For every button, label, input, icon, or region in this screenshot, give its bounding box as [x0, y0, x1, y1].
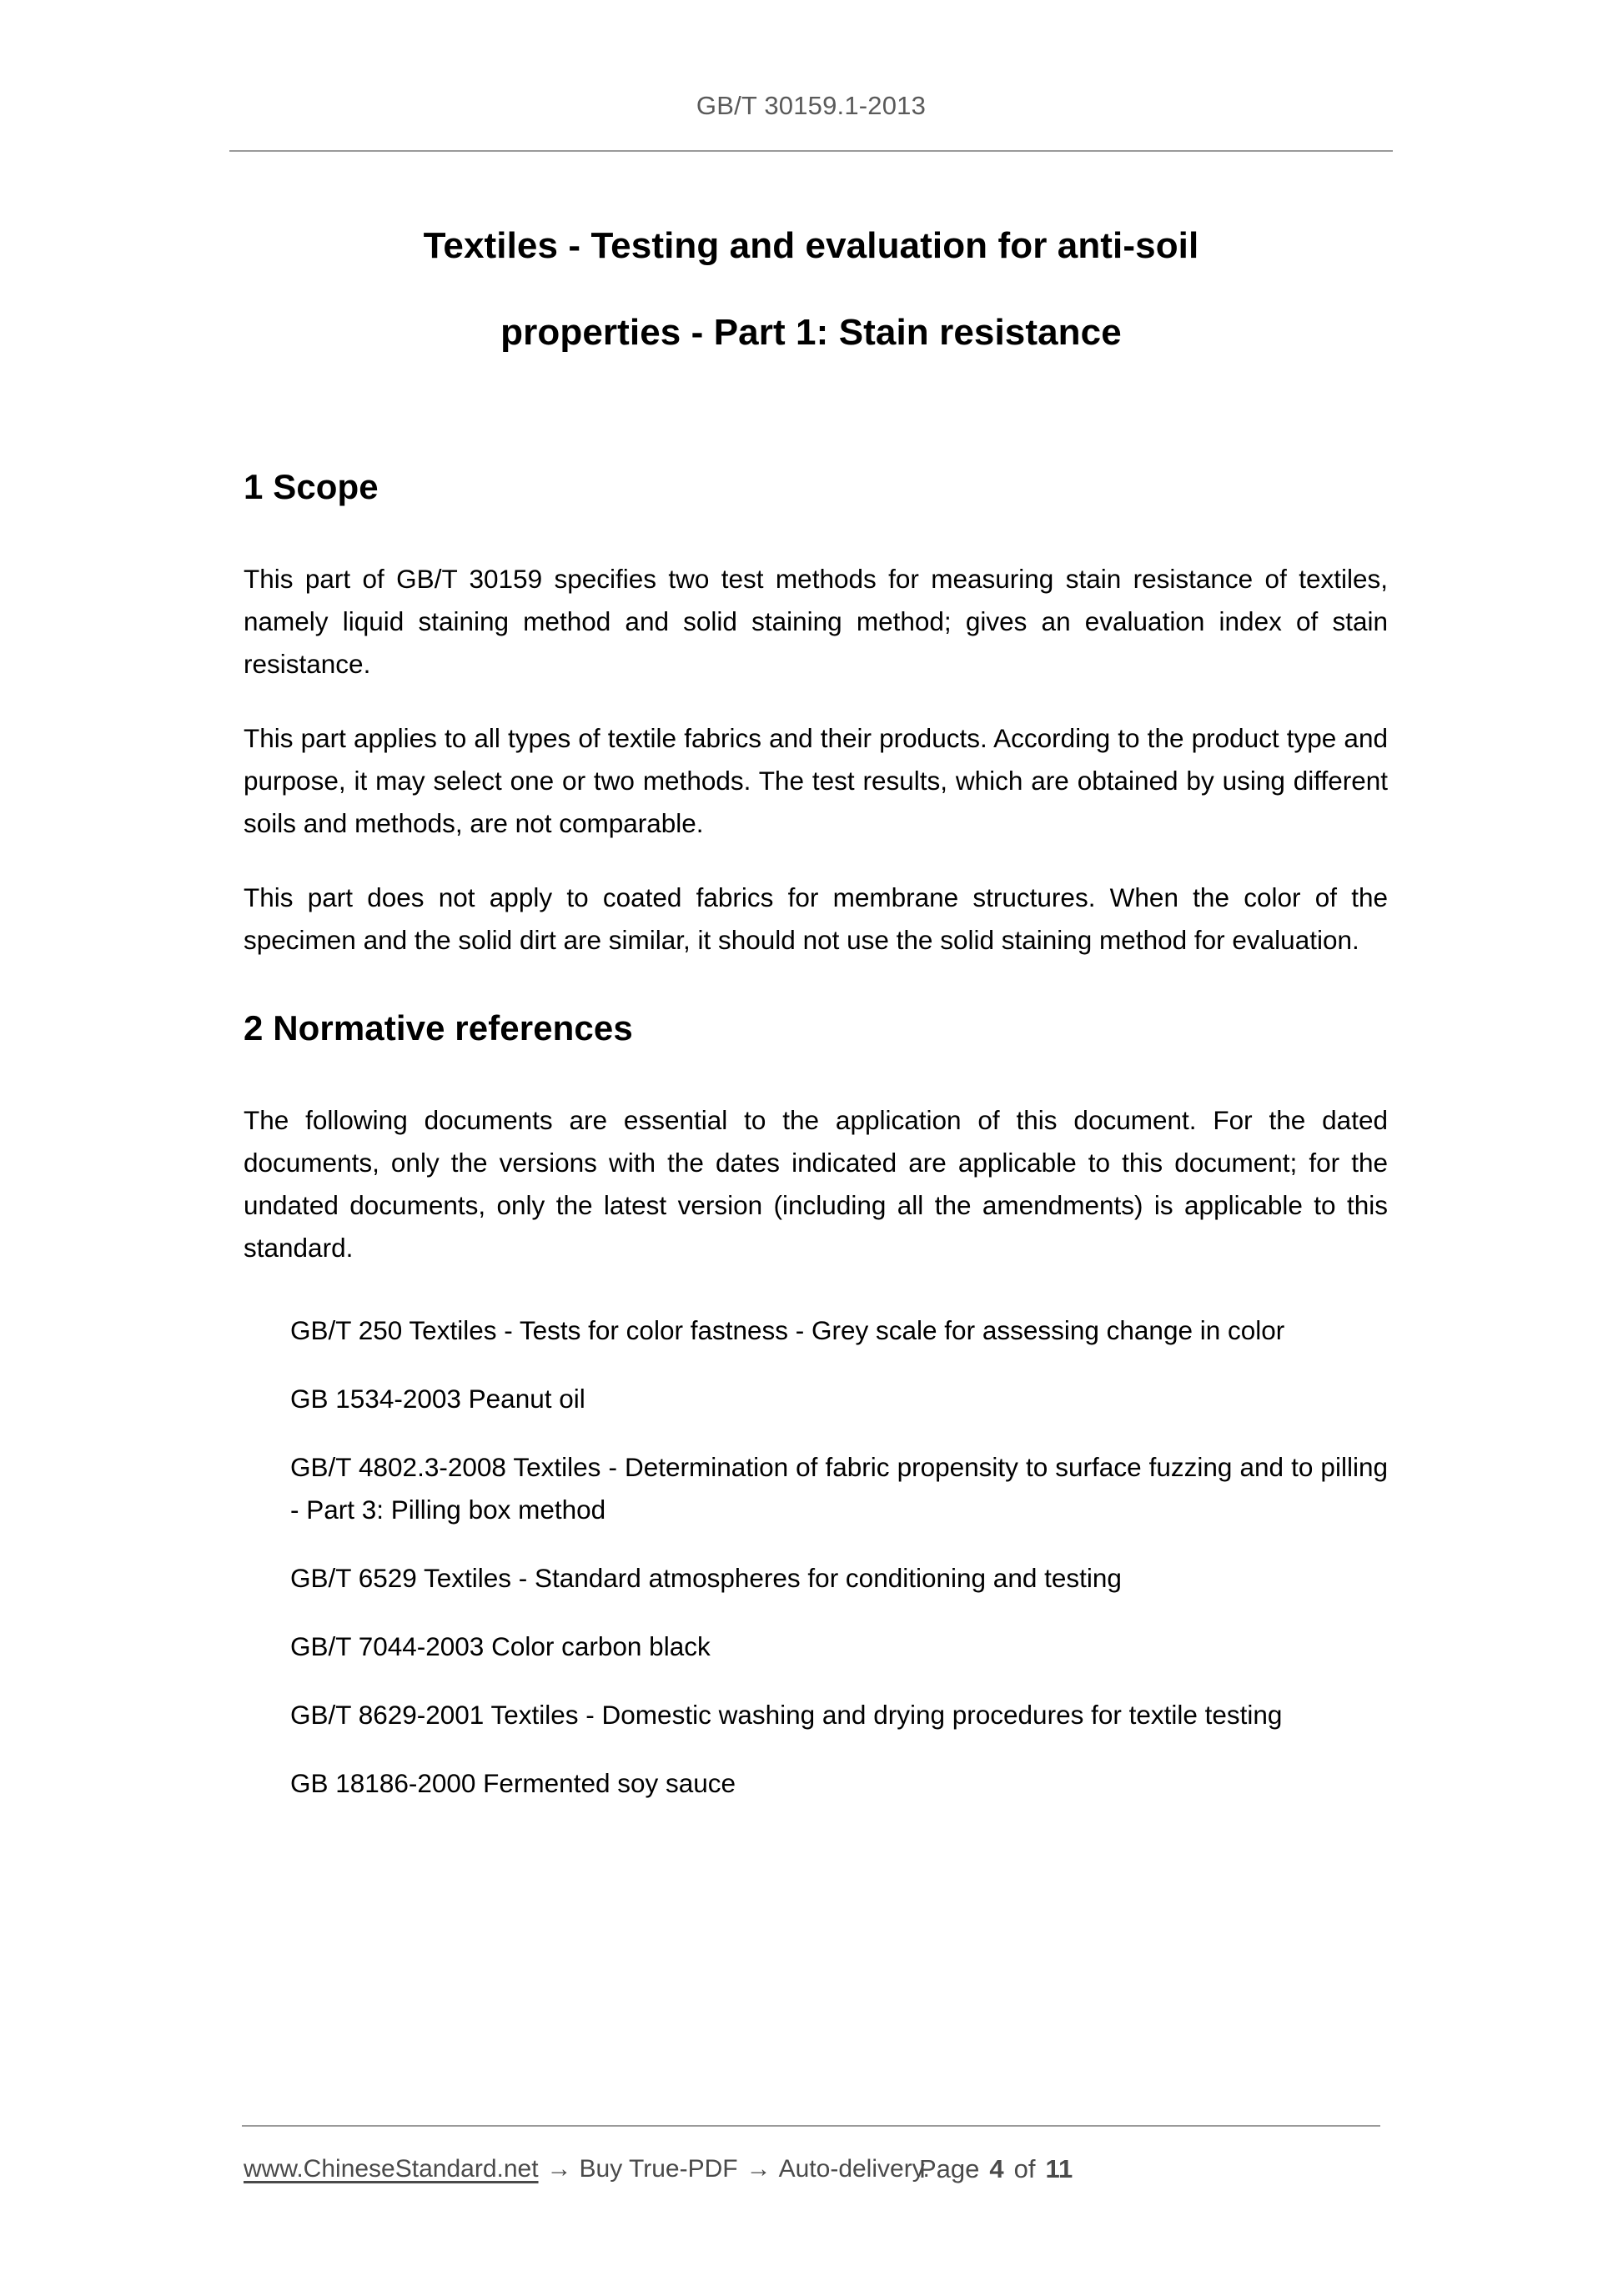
document-body: [244, 467, 1388, 1805]
header-divider: [229, 150, 1393, 152]
of-label: of: [1013, 2154, 1036, 2183]
normative-reference-list: [244, 1309, 1388, 1805]
website-link[interactable]: www.ChineseStandard.net: [244, 2155, 539, 2183]
spacer: [244, 506, 1388, 558]
delivery-label: Auto-delivery.: [778, 2155, 930, 2183]
list-item: GB/T 7044-2003 Color carbon black: [290, 1631, 711, 1662]
page-number-indicator: [919, 2150, 1073, 2188]
page-header: [229, 92, 1393, 120]
spacer: [244, 845, 1388, 877]
list-item: GB 18186-2000 Fermented soy sauce: [290, 1768, 736, 1799]
list-item: GB/T 250 Textiles - Tests for color fastness - Grey scale for assessing change in color: [290, 1315, 1285, 1346]
current-page-number: 4: [989, 2154, 1004, 2183]
spacer: [244, 1269, 1388, 1309]
section-heading-normative-references: 2 Normative references: [244, 1008, 633, 1048]
section-heading-scope: 1 Scope: [244, 467, 379, 506]
page-label: Page: [919, 2154, 980, 2183]
scope-paragraph-2: This part applies to all types of textile fabrics and their products. According to the product type and purpose, it may select one or two methods. The test results, which are obtained by using different soils and methods, are not comparable.: [244, 723, 1388, 839]
scope-paragraph-1: This part of GB/T 30159 specifies two test methods for measuring stain resistance of textiles, namely liquid staining method and solid staining method; gives an evaluation index of stain resistance.: [244, 564, 1388, 680]
title-line-2: properties - Part 1: Stain resistance: [500, 312, 1122, 353]
list-item: GB/T 4802.3-2008 Textiles - Determination of fabric propensity to surface fuzzing and to pilling - Part 3: Pilling box method: [290, 1452, 1388, 1525]
standard-code: GB/T 30159.1-2013: [696, 91, 927, 120]
page-title: [229, 203, 1393, 376]
spacer: [244, 686, 1388, 717]
normative-references-intro: The following documents are essential to the application of this document. For the dated documents, only the versions with the dates indicated are applicable to this document; for the undated documents, only the latest version (including all the amendments) is applicable to this standard.: [244, 1105, 1388, 1264]
page-footer: [244, 2150, 1388, 2188]
spacer: [244, 962, 1388, 1008]
footer-divider: [242, 2125, 1380, 2127]
buy-label: Buy True-PDF: [579, 2155, 738, 2183]
scope-paragraph-3: This part does not apply to coated fabrics for membrane structures. When the color of the specimen and the solid dirt are similar, it should not use the solid staining method for evaluation.: [244, 882, 1388, 956]
list-item: GB 1534-2003 Peanut oil: [290, 1384, 585, 1414]
spacer: [244, 1048, 1388, 1099]
total-page-count: 11: [1045, 2154, 1073, 2183]
arrow-right-icon: →: [746, 2155, 771, 2183]
footer-promo: [244, 2155, 930, 2183]
arrow-right-icon: →: [546, 2155, 572, 2183]
title-line-1: Textiles - Testing and evaluation for anti-soil: [423, 225, 1199, 266]
list-item: GB/T 6529 Textiles - Standard atmospheres for conditioning and testing: [290, 1563, 1122, 1594]
list-item: GB/T 8629-2001 Textiles - Domestic washing and drying procedures for textile testing: [290, 1700, 1283, 1731]
